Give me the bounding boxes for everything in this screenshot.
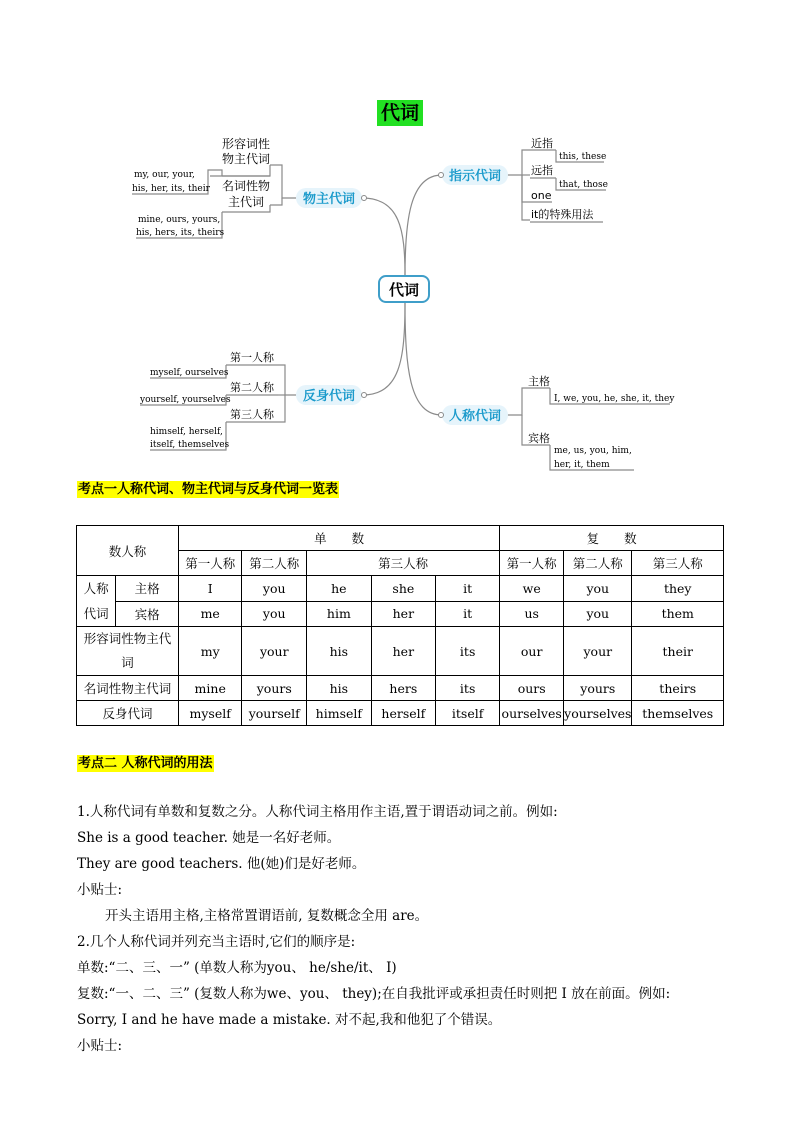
reflexive-third-label: 第三人称 xyxy=(230,408,274,421)
noun-possessive-label-1: 名词性物 xyxy=(221,179,271,193)
person-header: 第三人称 xyxy=(307,551,500,576)
table-cell: us xyxy=(500,601,564,627)
table-cell: himself xyxy=(307,701,372,726)
person-header: 第三人称 xyxy=(632,551,724,576)
table-cell: itself xyxy=(436,701,500,726)
person-header: 第一人称 xyxy=(500,551,564,576)
table-cell: theirs xyxy=(632,676,724,701)
reflexive-second-words: yourself, yourselves xyxy=(140,395,231,405)
pronoun-table xyxy=(76,525,724,726)
table-cell: his xyxy=(307,676,372,701)
table-cell: ourselves xyxy=(500,701,564,726)
singular-header: 单 数 xyxy=(178,526,499,551)
table-cell: we xyxy=(500,576,564,602)
row-label: 名词性物主代词 xyxy=(77,676,179,701)
mindmap-connectors xyxy=(132,150,670,470)
body-line: They are good teachers. 他(她)们是好老师。 xyxy=(77,856,366,872)
table-cell: yourself xyxy=(242,701,307,726)
body-line: 1.人称代词有单数和复数之分。人称代词主格用作主语,置于谓语动词之前。例如: xyxy=(77,804,558,820)
body-line: 单数:“二、三、一” (单数人称为you、 he/she/it、 I) xyxy=(77,960,397,976)
table-cell: its xyxy=(436,676,500,701)
subject-case-words: I, we, you, he, she, it, they xyxy=(554,394,675,404)
it-special-label: it的特殊用法 xyxy=(531,208,594,221)
table-cell: she xyxy=(371,576,435,602)
table-cell: you xyxy=(242,576,307,602)
row-label: 宾格 xyxy=(116,601,179,627)
noun-possessive-label-2: 主代词 xyxy=(227,195,265,209)
table-cell: herself xyxy=(371,701,435,726)
table-cell: their xyxy=(632,627,724,676)
table-cell: my xyxy=(178,627,241,676)
section2-heading: 考点二 人称代词的用法 xyxy=(78,756,213,771)
reflexive-node-label: 反身代词 xyxy=(302,389,356,404)
plural-header: 复 数 xyxy=(500,526,724,551)
noun-possessive-words-2: his, hers, its, theirs xyxy=(136,228,225,238)
table-row xyxy=(77,627,724,676)
center-node-label: 代词 xyxy=(388,281,420,299)
demonstrative-node-label: 指示代词 xyxy=(448,169,502,184)
section1-heading: 考点一人称代词、物主代词与反身代词一览表 xyxy=(78,482,339,497)
adj-possessive-label-1: 形容词性 xyxy=(221,137,271,151)
table-cell: myself xyxy=(178,701,241,726)
reflexive-first-words: myself, ourselves xyxy=(150,368,229,378)
table-cell: it xyxy=(436,601,500,627)
table-cell: I xyxy=(178,576,241,602)
near-label: 近指 xyxy=(531,137,553,150)
table-cell: its xyxy=(436,627,500,676)
table-cell: our xyxy=(500,627,564,676)
row-label-line-2: 词 xyxy=(121,655,134,670)
table-cell: yours xyxy=(242,676,307,701)
table-cell: yourselves xyxy=(564,701,632,726)
reflexive-third-words-1: himself, herself, xyxy=(150,427,223,437)
page-title: 代词 xyxy=(377,100,423,126)
table-row xyxy=(77,701,724,726)
object-case-words-2: her, it, them xyxy=(554,460,610,470)
body-line: 复数:“一、二、三” (复数人称为we、you、 they);在自我批评或承担责任时则把 I 放在前面。例如: xyxy=(77,986,671,1002)
table-cell: they xyxy=(632,576,724,602)
table-cell: you xyxy=(242,601,307,627)
reflexive-third-words-2: itself, themselves xyxy=(150,440,230,450)
table-corner-cell: 数人称 xyxy=(77,526,179,576)
table-cell: mine xyxy=(178,676,241,701)
adj-possessive-words-2: his, her, its, their xyxy=(132,184,210,194)
table-cell: her xyxy=(371,601,435,627)
pronoun-mindmap xyxy=(0,0,800,480)
table-row xyxy=(77,576,724,602)
far-words: that, those xyxy=(559,180,608,190)
personal-pronoun-label-2: 代词 xyxy=(83,606,109,621)
body-line: 开头主语用主格,主格常置谓语前, 复数概念全用 are。 xyxy=(105,908,429,924)
personal-node-label: 人称代词 xyxy=(448,409,502,424)
table-cell: his xyxy=(307,627,372,676)
row-label: 反身代词 xyxy=(77,701,179,726)
table-cell: you xyxy=(564,576,632,602)
near-words: this, these xyxy=(559,152,607,162)
body-line: 2.几个人称代词并列充当主语时,它们的顺序是: xyxy=(77,934,356,950)
table-cell: yours xyxy=(564,676,632,701)
table-cell: themselves xyxy=(632,701,724,726)
table-cell: it xyxy=(436,576,500,602)
reflexive-first-label: 第一人称 xyxy=(230,351,274,364)
personal-pronoun-label xyxy=(77,576,116,627)
table-row xyxy=(77,676,724,701)
person-header: 第二人称 xyxy=(564,551,632,576)
body-line: Sorry, I and he have made a mistake. 对不起,我和他犯了个错误。 xyxy=(77,1012,502,1028)
table-cell: you xyxy=(564,601,632,627)
far-label: 远指 xyxy=(531,164,553,177)
object-case-words-1: me, us, you, him, xyxy=(554,446,632,456)
table-cell: them xyxy=(632,601,724,627)
one-label: one xyxy=(531,189,552,202)
table-cell: ours xyxy=(500,676,564,701)
row-label-line-1: 形容词性物主代 xyxy=(83,631,172,646)
row-label: 主格 xyxy=(116,576,179,602)
table-cell: he xyxy=(307,576,372,602)
object-case-label: 宾格 xyxy=(528,432,550,445)
table-cell: your xyxy=(564,627,632,676)
body-line: 小贴士: xyxy=(77,1038,123,1054)
body-line: She is a good teacher. 她是一名好老师。 xyxy=(77,830,341,846)
adj-possessive-label-2: 物主代词 xyxy=(221,152,271,166)
person-header: 第一人称 xyxy=(178,551,241,576)
personal-pronoun-label-1: 人称 xyxy=(83,581,109,596)
table-cell: your xyxy=(242,627,307,676)
reflexive-second-label: 第二人称 xyxy=(230,381,274,394)
table-cell: him xyxy=(307,601,372,627)
adj-possessive-words-1: my, our, your, xyxy=(134,170,195,180)
table-cell: her xyxy=(371,627,435,676)
body-line: 小贴士: xyxy=(77,882,123,898)
person-header: 第二人称 xyxy=(242,551,307,576)
possessive-node-label: 物主代词 xyxy=(302,192,356,207)
table-row xyxy=(77,601,724,627)
table-cell: hers xyxy=(371,676,435,701)
table-cell: me xyxy=(178,601,241,627)
row-label xyxy=(77,627,179,676)
noun-possessive-words-1: mine, ours, yours, xyxy=(138,215,221,225)
subject-case-label: 主格 xyxy=(528,375,550,388)
